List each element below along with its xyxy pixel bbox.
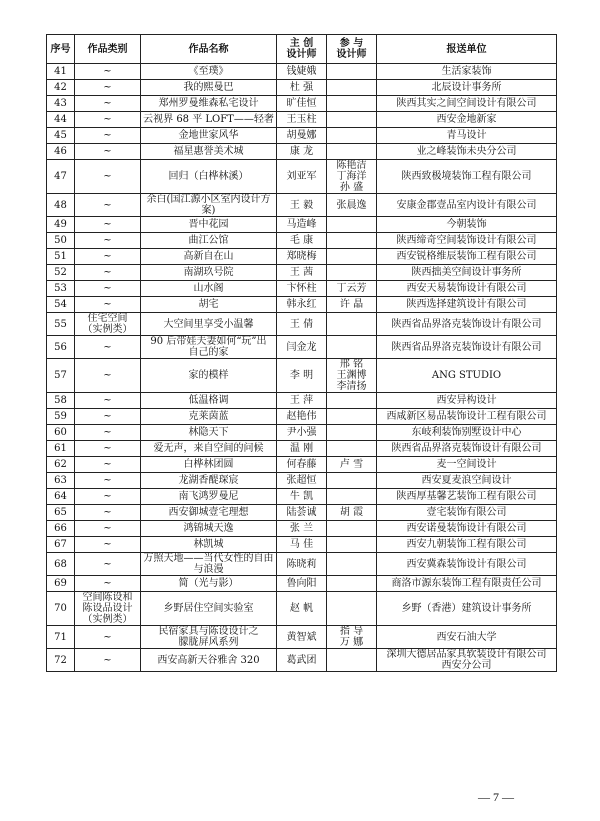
cell-participant: 卢 雪	[327, 457, 377, 473]
cell-unit: 西咸新区易品装饰设计工程有限公司	[377, 409, 557, 425]
cell-name: 郑州罗曼维森私宅设计	[141, 96, 277, 112]
cell-category: ~	[75, 281, 141, 297]
cell-designer: 葛武团	[277, 649, 327, 672]
table-row	[47, 313, 557, 336]
cell-participant	[327, 64, 377, 80]
cell-designer: 杜 强	[277, 80, 327, 96]
entries-table	[46, 34, 557, 672]
cell-no: 64	[47, 489, 75, 505]
cell-category: ~	[75, 521, 141, 537]
table-row	[47, 160, 557, 194]
cell-participant	[327, 473, 377, 489]
cell-name: 回归（白桦林溪）	[141, 160, 277, 194]
cell-no: 50	[47, 233, 75, 249]
cell-unit: 西安天易装饰设计有限公司	[377, 281, 557, 297]
cell-unit: 陕西省品界洛克装饰设计有限公司	[377, 336, 557, 359]
cell-name: 林凯城	[141, 537, 277, 553]
table-row	[47, 128, 557, 144]
cell-unit: 陕西省品界洛克装饰设计有限公司	[377, 441, 557, 457]
cell-participant	[327, 128, 377, 144]
cell-designer: 马造峰	[277, 217, 327, 233]
cell-category: ~	[75, 537, 141, 553]
cell-participant	[327, 265, 377, 281]
cell-designer: 毛 康	[277, 233, 327, 249]
table-row	[47, 233, 557, 249]
cell-unit: 西安锐格维辰装饰工程有限公司	[377, 249, 557, 265]
cell-unit: ANG STUDIO	[377, 359, 557, 393]
cell-category: ~	[75, 489, 141, 505]
cell-participant	[327, 112, 377, 128]
cell-designer: 陆荟诚	[277, 505, 327, 521]
cell-category: ~	[75, 80, 141, 96]
cell-category: ~	[75, 64, 141, 80]
cell-designer: 王 倩	[277, 313, 327, 336]
table-row	[47, 457, 557, 473]
cell-name: 晋中花园	[141, 217, 277, 233]
page-number: — 7 —	[478, 790, 514, 804]
cell-name: 低温格调	[141, 393, 277, 409]
cell-name: 鸿锦城天逸	[141, 521, 277, 537]
cell-designer: 刘亚军	[277, 160, 327, 194]
cell-no: 67	[47, 537, 75, 553]
cell-designer: 胡曼娜	[277, 128, 327, 144]
cell-no: 46	[47, 144, 75, 160]
cell-name: 云视界 68 平 LOFT——轻奢	[141, 112, 277, 128]
cell-no: 41	[47, 64, 75, 80]
table-row	[47, 553, 557, 576]
cell-name: 万照天地——当代女性的自由 与浪漫	[141, 553, 277, 576]
cell-name: 我的熙曼巴	[141, 80, 277, 96]
cell-designer: 何春藤	[277, 457, 327, 473]
cell-designer: 闫金龙	[277, 336, 327, 359]
cell-unit: 壹宅装饰有限公司	[377, 505, 557, 521]
cell-unit: 陕西省品界洛克装饰设计有限公司	[377, 313, 557, 336]
table-row	[47, 592, 557, 626]
cell-designer: 赵 帆	[277, 592, 327, 626]
cell-unit: 西安石油大学	[377, 626, 557, 649]
cell-category: ~	[75, 393, 141, 409]
cell-unit: 生活家装饰	[377, 64, 557, 80]
cell-participant	[327, 553, 377, 576]
cell-participant	[327, 489, 377, 505]
cell-name: 民宿家具与陈设设计之 朦胧屏风系列	[141, 626, 277, 649]
cell-no: 68	[47, 553, 75, 576]
cell-participant	[327, 336, 377, 359]
header-participant: 参 与 设计师	[327, 35, 377, 64]
table-row	[47, 64, 557, 80]
cell-no: 49	[47, 217, 75, 233]
table-row	[47, 409, 557, 425]
table-row	[47, 425, 557, 441]
cell-designer: 王 茜	[277, 265, 327, 281]
cell-unit: 乡野（香港）建筑设计事务所	[377, 592, 557, 626]
cell-category: ~	[75, 457, 141, 473]
cell-name: 南飞鸿罗曼尼	[141, 489, 277, 505]
cell-participant	[327, 80, 377, 96]
table-row	[47, 393, 557, 409]
cell-no: 57	[47, 359, 75, 393]
cell-designer: 张超恒	[277, 473, 327, 489]
cell-category: ~	[75, 249, 141, 265]
cell-participant	[327, 576, 377, 592]
cell-participant	[327, 649, 377, 672]
cell-no: 72	[47, 649, 75, 672]
cell-no: 56	[47, 336, 75, 359]
table-row	[47, 521, 557, 537]
table-row	[47, 489, 557, 505]
header-designer: 主 创 设计师	[277, 35, 327, 64]
cell-designer: 韩永红	[277, 297, 327, 313]
cell-unit: 西安冀森装饰设计有限公司	[377, 553, 557, 576]
cell-designer: 尹小强	[277, 425, 327, 441]
cell-participant	[327, 217, 377, 233]
table-row	[47, 359, 557, 393]
table-row	[47, 281, 557, 297]
cell-name: 龙湖香醍琛宸	[141, 473, 277, 489]
cell-no: 45	[47, 128, 75, 144]
cell-participant: 指 导 万 娜	[327, 626, 377, 649]
cell-participant	[327, 313, 377, 336]
cell-category: ~	[75, 233, 141, 249]
table-row	[47, 336, 557, 359]
cell-no: 65	[47, 505, 75, 521]
cell-no: 59	[47, 409, 75, 425]
cell-participant	[327, 592, 377, 626]
cell-participant	[327, 144, 377, 160]
cell-unit: 陕西拙美空间设计事务所	[377, 265, 557, 281]
cell-category: ~	[75, 626, 141, 649]
cell-no: 42	[47, 80, 75, 96]
table-row	[47, 297, 557, 313]
cell-no: 52	[47, 265, 75, 281]
cell-participant: 丁云芳	[327, 281, 377, 297]
cell-category: ~	[75, 649, 141, 672]
cell-category: 住宅空间 （实例类）	[75, 313, 141, 336]
cell-name: 曲江公馆	[141, 233, 277, 249]
cell-participant: 邢 铭 王渊博 李清扬	[327, 359, 377, 393]
cell-designer: 王 毅	[277, 194, 327, 217]
cell-no: 53	[47, 281, 75, 297]
header-unit: 报送单位	[377, 35, 557, 64]
cell-designer: 郑晓梅	[277, 249, 327, 265]
cell-unit: 西安夏麦浪空间设计	[377, 473, 557, 489]
cell-participant	[327, 233, 377, 249]
cell-name: 90 后带娃夫妻如何“玩”出 自己的家	[141, 336, 277, 359]
cell-designer: 李 明	[277, 359, 327, 393]
cell-category: ~	[75, 336, 141, 359]
cell-name: 克莱茵蓝	[141, 409, 277, 425]
cell-category: 空间陈设和 陈设品设计 （实例类）	[75, 592, 141, 626]
cell-no: 66	[47, 521, 75, 537]
cell-no: 51	[47, 249, 75, 265]
cell-participant: 许 晶	[327, 297, 377, 313]
cell-name: 《至璞》	[141, 64, 277, 80]
cell-unit: 安康金郡壹品室内设计有限公司	[377, 194, 557, 217]
cell-category: ~	[75, 194, 141, 217]
table-row	[47, 441, 557, 457]
cell-unit: 陕西其实之间空间设计有限公司	[377, 96, 557, 112]
cell-designer: 王 萍	[277, 393, 327, 409]
cell-designer: 王玉柱	[277, 112, 327, 128]
cell-category: ~	[75, 217, 141, 233]
table-row	[47, 217, 557, 233]
cell-category: ~	[75, 265, 141, 281]
cell-unit: 西安异构设计	[377, 393, 557, 409]
table-row	[47, 473, 557, 489]
header-category: 作品类别	[75, 35, 141, 64]
cell-unit: 陕西缔奇空间装饰设计有限公司	[377, 233, 557, 249]
table-row	[47, 96, 557, 112]
cell-designer: 旷佳恒	[277, 96, 327, 112]
cell-name: 白桦林团圆	[141, 457, 277, 473]
table-row	[47, 80, 557, 96]
cell-unit: 东岐利装饰别墅设计中心	[377, 425, 557, 441]
cell-designer: 牛 凯	[277, 489, 327, 505]
cell-no: 61	[47, 441, 75, 457]
cell-unit: 今朝装饰	[377, 217, 557, 233]
cell-unit: 北辰设计事务所	[377, 80, 557, 96]
header-no: 序号	[47, 35, 75, 64]
cell-no: 70	[47, 592, 75, 626]
cell-no: 62	[47, 457, 75, 473]
cell-designer: 卞怀柱	[277, 281, 327, 297]
cell-category: ~	[75, 128, 141, 144]
cell-participant: 陈艳洁 丁海洋 孙 盛	[327, 160, 377, 194]
cell-category: ~	[75, 96, 141, 112]
cell-participant	[327, 96, 377, 112]
table-row	[47, 249, 557, 265]
table-row	[47, 505, 557, 521]
cell-designer: 黄智斌	[277, 626, 327, 649]
cell-no: 48	[47, 194, 75, 217]
cell-no: 44	[47, 112, 75, 128]
cell-unit: 青马设计	[377, 128, 557, 144]
cell-designer: 赵艳伟	[277, 409, 327, 425]
cell-designer: 鲁向阳	[277, 576, 327, 592]
cell-name: 乡野居住空间实验室	[141, 592, 277, 626]
table-row	[47, 265, 557, 281]
table-header-row	[47, 35, 557, 64]
cell-no: 69	[47, 576, 75, 592]
cell-designer: 钱婕娥	[277, 64, 327, 80]
cell-name: 金地世家风华	[141, 128, 277, 144]
cell-category: ~	[75, 359, 141, 393]
cell-category: ~	[75, 112, 141, 128]
cell-category: ~	[75, 505, 141, 521]
cell-unit: 商洛市源东装饰工程有限责任公司	[377, 576, 557, 592]
cell-category: ~	[75, 553, 141, 576]
cell-no: 55	[47, 313, 75, 336]
cell-no: 63	[47, 473, 75, 489]
cell-unit: 麦一空间设计	[377, 457, 557, 473]
cell-participant	[327, 425, 377, 441]
cell-designer: 温 刚	[277, 441, 327, 457]
cell-name: 爱无声，来自空间的问候	[141, 441, 277, 457]
cell-name: 家的模样	[141, 359, 277, 393]
cell-category: ~	[75, 297, 141, 313]
table-row	[47, 576, 557, 592]
cell-name: 西安御城壹宅理想	[141, 505, 277, 521]
cell-participant	[327, 537, 377, 553]
table-row	[47, 649, 557, 672]
cell-category: ~	[75, 409, 141, 425]
cell-category: ~	[75, 425, 141, 441]
cell-no: 60	[47, 425, 75, 441]
cell-category: ~	[75, 144, 141, 160]
cell-category: ~	[75, 576, 141, 592]
cell-designer: 马 佳	[277, 537, 327, 553]
cell-name: 高新自在山	[141, 249, 277, 265]
cell-unit: 深圳大德居品家具软装设计有限公司 西安分公司	[377, 649, 557, 672]
header-name: 作品名称	[141, 35, 277, 64]
cell-unit: 业之峰装饰未央分公司	[377, 144, 557, 160]
cell-no: 54	[47, 297, 75, 313]
cell-designer: 康 龙	[277, 144, 327, 160]
cell-name: 简（光与影）	[141, 576, 277, 592]
cell-name: 西安高新天谷雅舍 320	[141, 649, 277, 672]
table-row	[47, 626, 557, 649]
cell-participant: 胡 霞	[327, 505, 377, 521]
cell-unit: 西安九朝装饰工程有限公司	[377, 537, 557, 553]
table-row	[47, 144, 557, 160]
cell-unit: 陕西厚基馨艺装饰工程有限公司	[377, 489, 557, 505]
cell-category: ~	[75, 441, 141, 457]
cell-designer: 张 兰	[277, 521, 327, 537]
cell-name: 胡宅	[141, 297, 277, 313]
cell-no: 58	[47, 393, 75, 409]
cell-participant	[327, 521, 377, 537]
table-row	[47, 112, 557, 128]
cell-participant	[327, 393, 377, 409]
table-row	[47, 194, 557, 217]
cell-unit: 陕西致极境装饰工程有限公司	[377, 160, 557, 194]
cell-no: 43	[47, 96, 75, 112]
cell-name: 林隐天下	[141, 425, 277, 441]
cell-participant	[327, 249, 377, 265]
cell-unit: 陕西选择建筑设计有限公司	[377, 297, 557, 313]
cell-unit: 西安金地新家	[377, 112, 557, 128]
cell-name: 大空间里享受小温馨	[141, 313, 277, 336]
cell-category: ~	[75, 160, 141, 194]
cell-category: ~	[75, 473, 141, 489]
cell-no: 47	[47, 160, 75, 194]
cell-designer: 陈晓莉	[277, 553, 327, 576]
cell-unit: 西安诺曼装饰设计有限公司	[377, 521, 557, 537]
cell-name: 山水阁	[141, 281, 277, 297]
cell-name: 南湖玖号院	[141, 265, 277, 281]
cell-participant	[327, 441, 377, 457]
cell-participant: 张晨逸	[327, 194, 377, 217]
cell-participant	[327, 409, 377, 425]
cell-no: 71	[47, 626, 75, 649]
table-row	[47, 537, 557, 553]
cell-name: 余白(国江源小区室内设计方案)	[141, 194, 277, 217]
cell-name: 福星惠誉美术城	[141, 144, 277, 160]
